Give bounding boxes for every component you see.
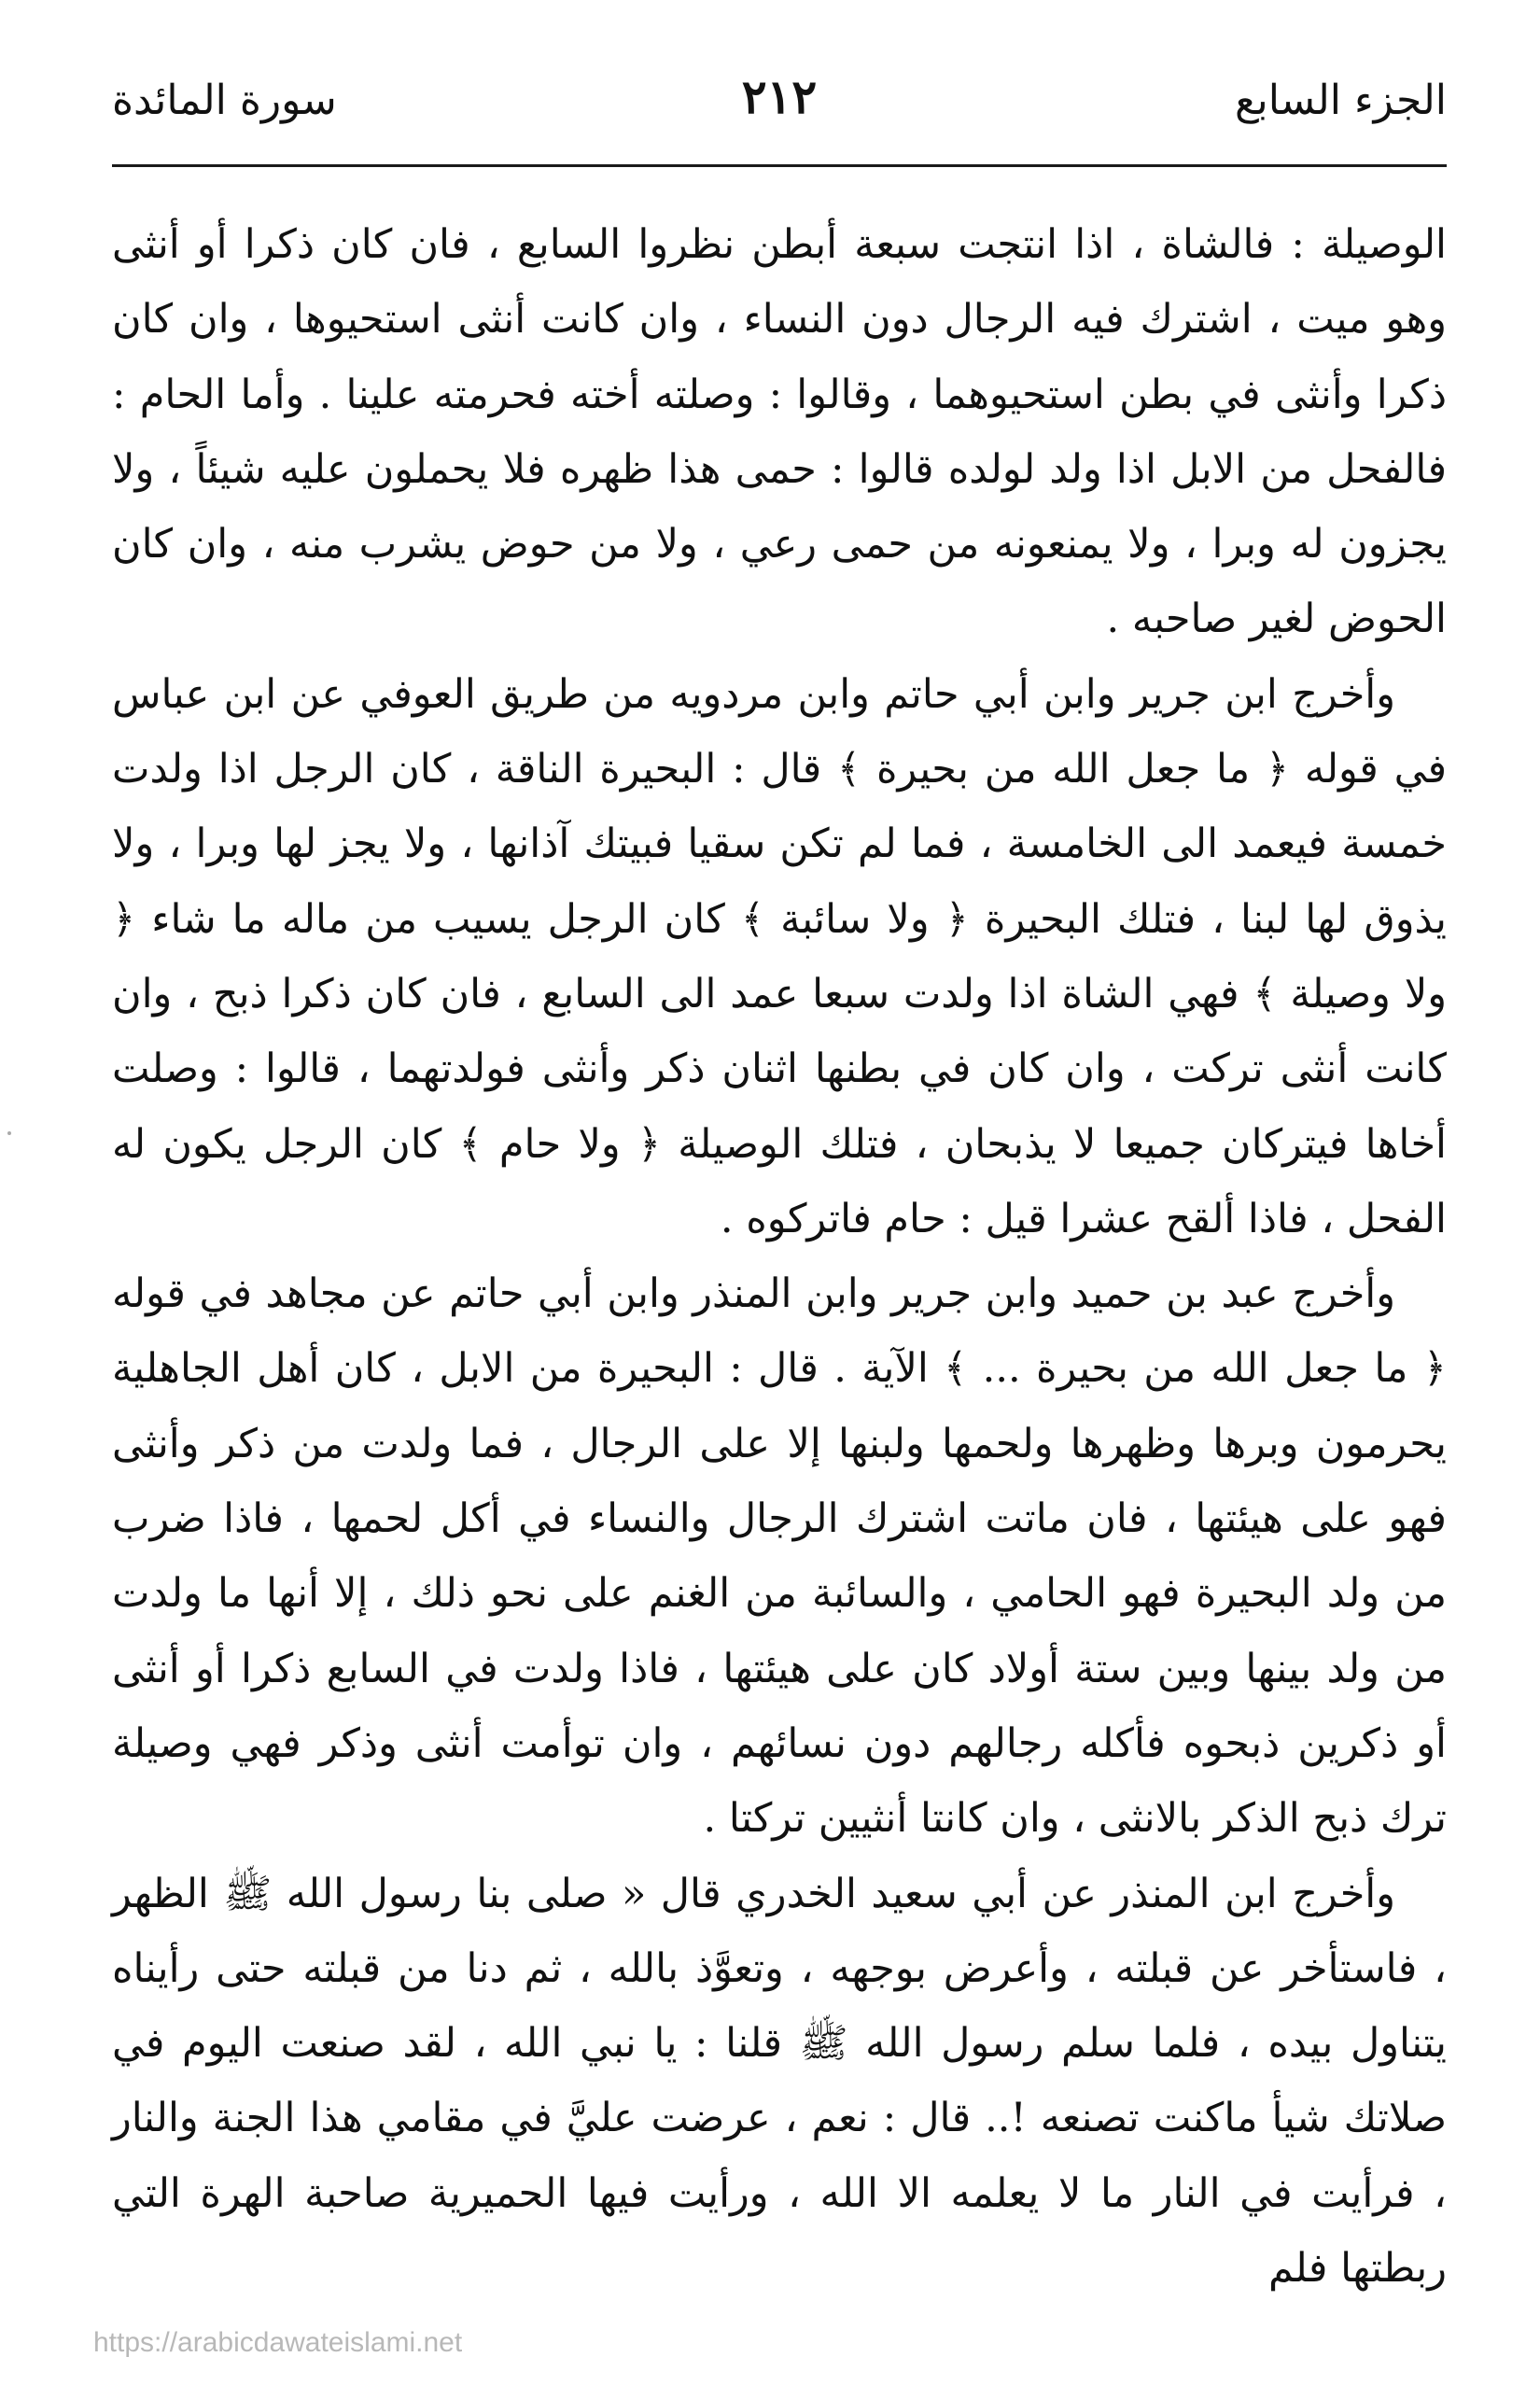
part-label: الجزء السابع [1235,77,1447,124]
margin-mark [7,1131,11,1135]
paragraph: وأخرج عبد بن حميد وابن جرير وابن المنذر وابن أبي حاتم عن مجاهد في قوله ﴿ ما جعل الله من بحيرة ... ﴾ الآية . قال : البحيرة من الابل ، كان أهل الجاهلية يحرمون وبرها وظهرها ولحمها ولبنها إلا على الرجال ، فما ولدت من ذكر وأنثى فهو على هيئتها ، فان ماتت اشترك الرجال والنساء في أكل لحمها ، فاذا ضرب من ولد البحيرة فهو الحامي ، والسائبة من الغنم على نحو ذلك ، إلا أنها ما ولدت من ولد بينها وبين ستة أولاد كان على هيئتها ، فاذا ولدت في السابع ذكرا أو أنثى أو ذكرين ذبحوه فأكله رجالهم دون نسائهم ، وان توأمت أنثى وذكر فهي وصيلة ترك ذبح الذكر بالانثى ، وان كانتا أنثيين تركتا . [112,1270,1447,1843]
paragraph: وأخرج ابن المنذر عن أبي سعيد الخدري قال « صلى بنا رسول الله ﷺ الظهر ، فاستأخر عن قبلته ، وأعرض بوجهه ، وتعوَّذ بالله ، ثم دنا من قبلته حتى رأيناه يتناول بيده ، فلما سلم رسول الله ﷺ قلنا : يا نبي الله ، لقد صنعت اليوم في صلاتك شيأ ماكنت تصنعه !.. قال : نعم ، عرضت عليَّ في مقامي هذا الجنة والنار ، فرأيت في النار ما لا يعلمه الا الله ، ورأيت فيها الحميرية صاحبة الهرة التي ربطتها فلم [112,1870,1447,2293]
paragraph: الوصيلة : فالشاة ، اذا انتجت سبعة أبطن نظروا السابع ، فان كان ذكرا أو أنثى وهو ميت ، اشترك فيه الرجال دون النساء ، وان كانت أنثى استحيوها ، وان كان ذكرا وأنثى في بطن استحيوهما ، وقالوا : وصلته أخته فحرمته علينا . وأما الحام : فالفحل من الابل اذا ولد لولده قالوا : حمى هذا ظهره فلا يحملون عليه شيئاً ، ولا يجزون له وبرا ، ولا يمنعونه من حمى رعي ، ولا من حوض يشرب منه ، وان كان الحوض لغير صاحبه . [112,221,1448,643]
page-number: ٢١٢ [741,69,818,124]
page-header [112,69,1447,147]
body-text [112,207,1447,2306]
paragraph: وأخرج ابن جرير وابن أبي حاتم وابن مردويه من طريق العوفي عن ابن عباس في قوله ﴿ ما جعل الله من بحيرة ﴾ قال : البحيرة الناقة ، كان الرجل اذا ولدت خمسة فيعمد الى الخامسة ، فما لم تكن سقيا فبيتك آذانها ، ولا يجز لها وبرا ، ولا يذوق لها لبنا ، فتلك البحيرة ﴿ ولا سائبة ﴾ كان الرجل يسيب من ماله ما شاء ﴿ ولا وصيلة ﴾ فهي الشاة اذا ولدت سبعا عمد الى السابع ، فان كان ذكرا ذبح ، وان كانت أنثى تركت ، وان كان في بطنها اثنان ذكر وأنثى فولدتهما ، قالوا : وصلت أخاها فيتركان جميعا لا يذبحان ، فتلك الوصيلة ﴿ ولا حام ﴾ كان الرجل يكون له الفحل ، فاذا ألقح عشرا قيل : حام فاتركوه . [112,670,1447,1242]
watermark-url: https://arabicdawateislami.net [93,2327,463,2358]
surah-label: سورة المائدة [112,77,337,124]
header-divider [112,164,1447,167]
